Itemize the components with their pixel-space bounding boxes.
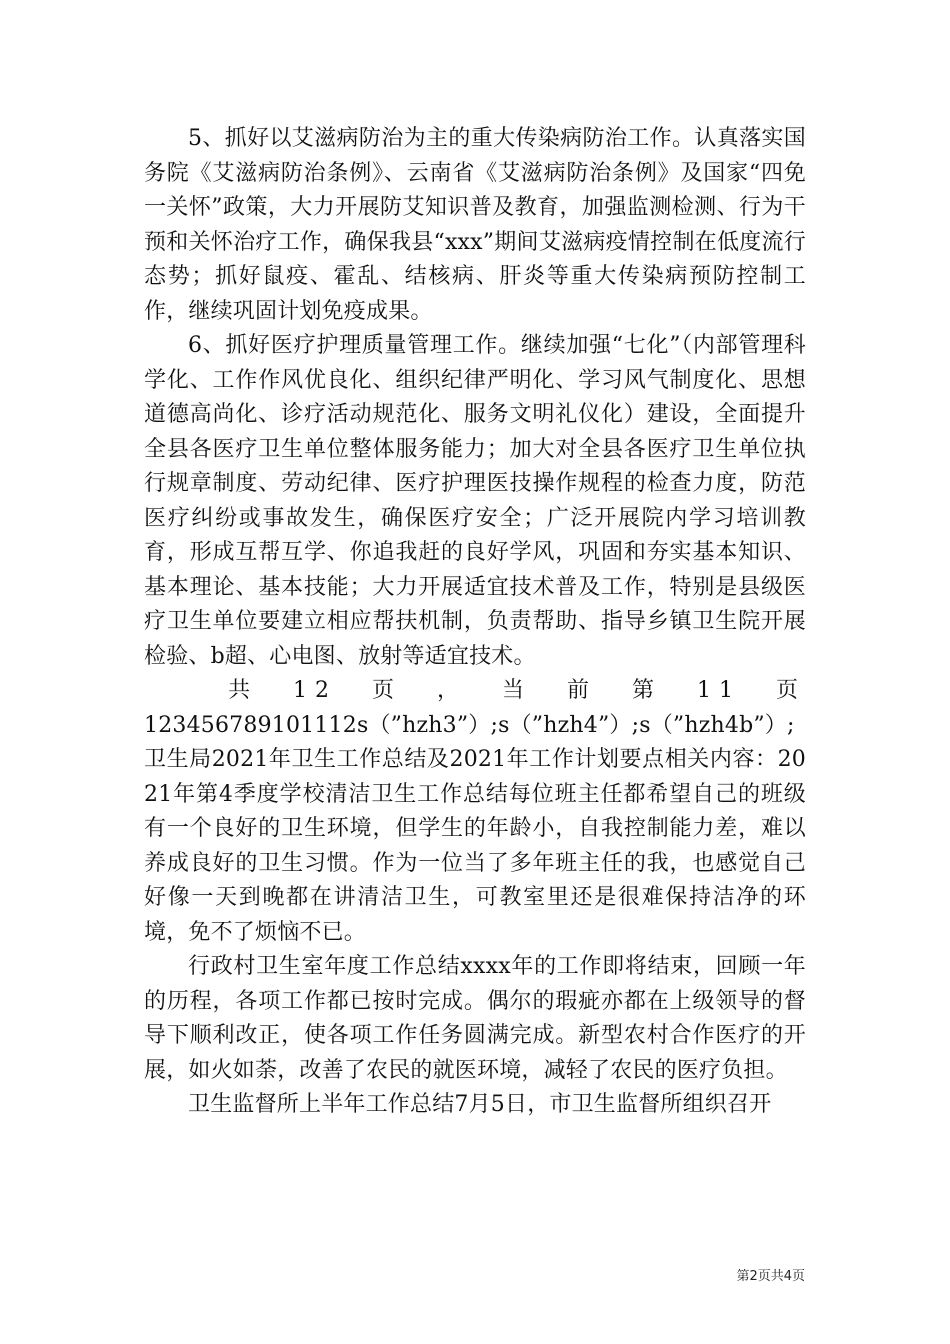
paragraph-medical-quality: 6、抓好医疗护理质量管理工作。继续加强“七化”（内部管理科学化、工作作风优良化、组织纪律严明化、学习风气制度化、思想道德高尚化、诊疗活动规范化、服务文明礼仪化）建设，全面提升全县各医疗卫生单位整体服务能力；加大对全县各医疗卫生单位执行规章制度、劳动纪律、医疗护理医技操作规程的检查力度，防范医疗纠纷或事故发生，确保医疗安全；广泛开展院内学习培训教育，形成互帮互学、你追我赶的良好学风，巩固和夯实基本知识、基本理论、基本技能；大力开展适宜技术普及工作，特别是县级医疗卫生单位要建立相应帮扶机制，负责帮助、指导乡镇卫生院开展检验、b超、心电图、放射等适宜技术。 bbox=[144, 333, 806, 669]
page-indicator: 共 12 页 ， 当 前 第 11 页 bbox=[228, 678, 806, 703]
paragraph-health-supervision: 卫生监督所上半年工作总结7月5日，市卫生监督所组织召开 bbox=[188, 1092, 772, 1117]
script-line: 123456789101112s（”hzh3”）;s（”hzh4”）;s（”hzh4b”）; bbox=[144, 712, 795, 738]
paragraph-related-content: 卫生局2021年卫生工作总结及2021年工作计划要点相关内容：2021年第4季度学校清洁卫生工作总结每位班主任都希望自己的班级有一个良好的卫生环境，但学生的年龄小，自我控制能力差，难以养成良好的卫生习惯。作为一位当了多年班主任的我，也感觉自己好像一天到晚都在讲清洁卫生，可教室里还是很难保持洁净的环境，免不了烦恼不已。 bbox=[144, 747, 806, 945]
page-footer: 第2页共4页 bbox=[736, 1269, 805, 1284]
document-body bbox=[144, 122, 806, 1123]
paragraph-village-clinic: 行政村卫生室年度工作总结xxxx年的工作即将结束，回顾一年的历程，各项工作都已按时完成。偶尔的瑕疵亦都在上级领导的督导下顺利改正，使各项工作任务圆满完成。新型农村合作医疗的开展，如火如荼，改善了农民的就医环境，减轻了农民的医疗负担。 bbox=[144, 954, 806, 1083]
paragraph-aids-prevention: 5、抓好以艾滋病防治为主的重大传染病防治工作。认真落实国务院《艾滋病防治条例》、云南省《艾滋病防治条例》及国家“四免一关怀”政策，大力开展防艾知识普及教育，加强监测检测、行为干预和关怀治疗工作，确保我县“xxx”期间艾滋病疫情控制在低度流行态势；抓好鼠疫、霍乱、结核病、肝炎等重大传染病预防控制工作，继续巩固计划免疫成果。 bbox=[144, 126, 806, 324]
